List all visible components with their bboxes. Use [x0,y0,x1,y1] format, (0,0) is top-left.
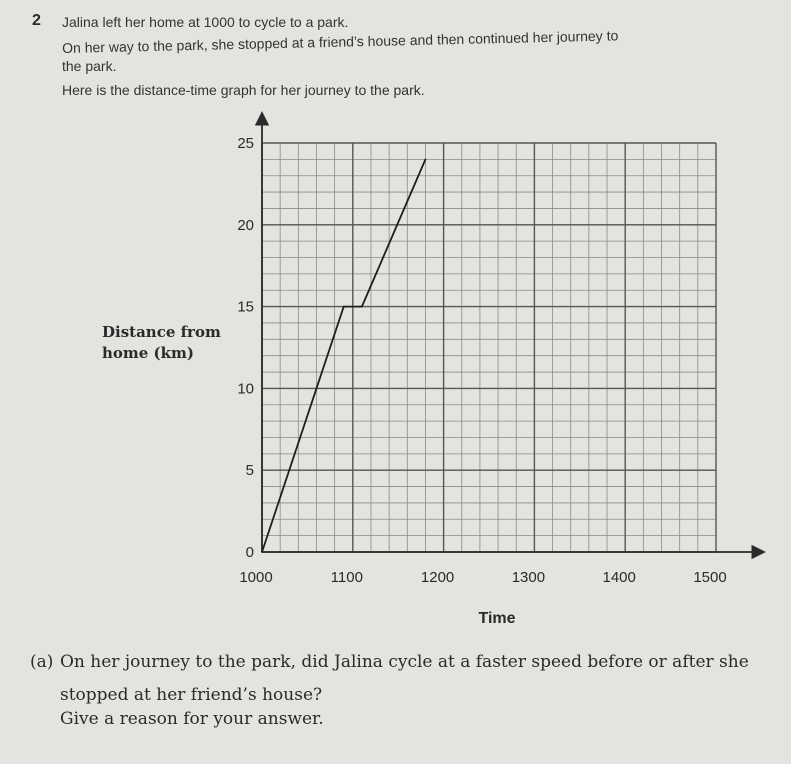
question-number: 2 [32,12,41,29]
intro-line-3: the park. [62,58,117,74]
y-axis-label-line-2: home (km) [102,344,195,362]
y-tick-label: 5 [245,462,254,480]
x-tick-label: 1200 [420,569,455,586]
tick-labels [237,135,726,586]
x-tick-label: 1100 [330,569,363,586]
part-a-label: (a) [30,652,54,672]
y-axis-label-line-1: Distance from [102,323,221,341]
y-tick-label: 0 [245,544,254,561]
part-a-line-2: stopped at her friend’s house? [60,685,323,705]
x-tick-label: 1300 [511,569,546,586]
journey-point [343,306,345,308]
intro-line-2: On her way to the park, she stopped at a friend’s house and then continued her journey to [62,27,619,56]
intro-line-4: Here is the distance-time graph for her journey to the park. [62,82,425,98]
x-tick-label: 1500 [693,569,727,586]
journey-point [261,551,263,553]
y-tick-label: 15 [237,298,254,316]
journey-point [425,158,427,160]
x-axis-label: Time [478,610,516,627]
part-a-line-1: On her journey to the park, did Jalina cycle at a faster speed before or after she [60,652,749,672]
y-tick-label: 25 [237,135,254,152]
intro-line-1: Jalina left her home at 1000 to cycle to a park. [62,14,349,30]
x-tick-label: 1400 [602,569,636,586]
part-a-line-3: Give a reason for your answer. [60,709,324,729]
y-tick-label: 20 [237,216,254,234]
x-tick-label: 1000 [239,569,273,586]
y-tick-label: 10 [237,380,254,398]
journey-point [361,306,363,308]
